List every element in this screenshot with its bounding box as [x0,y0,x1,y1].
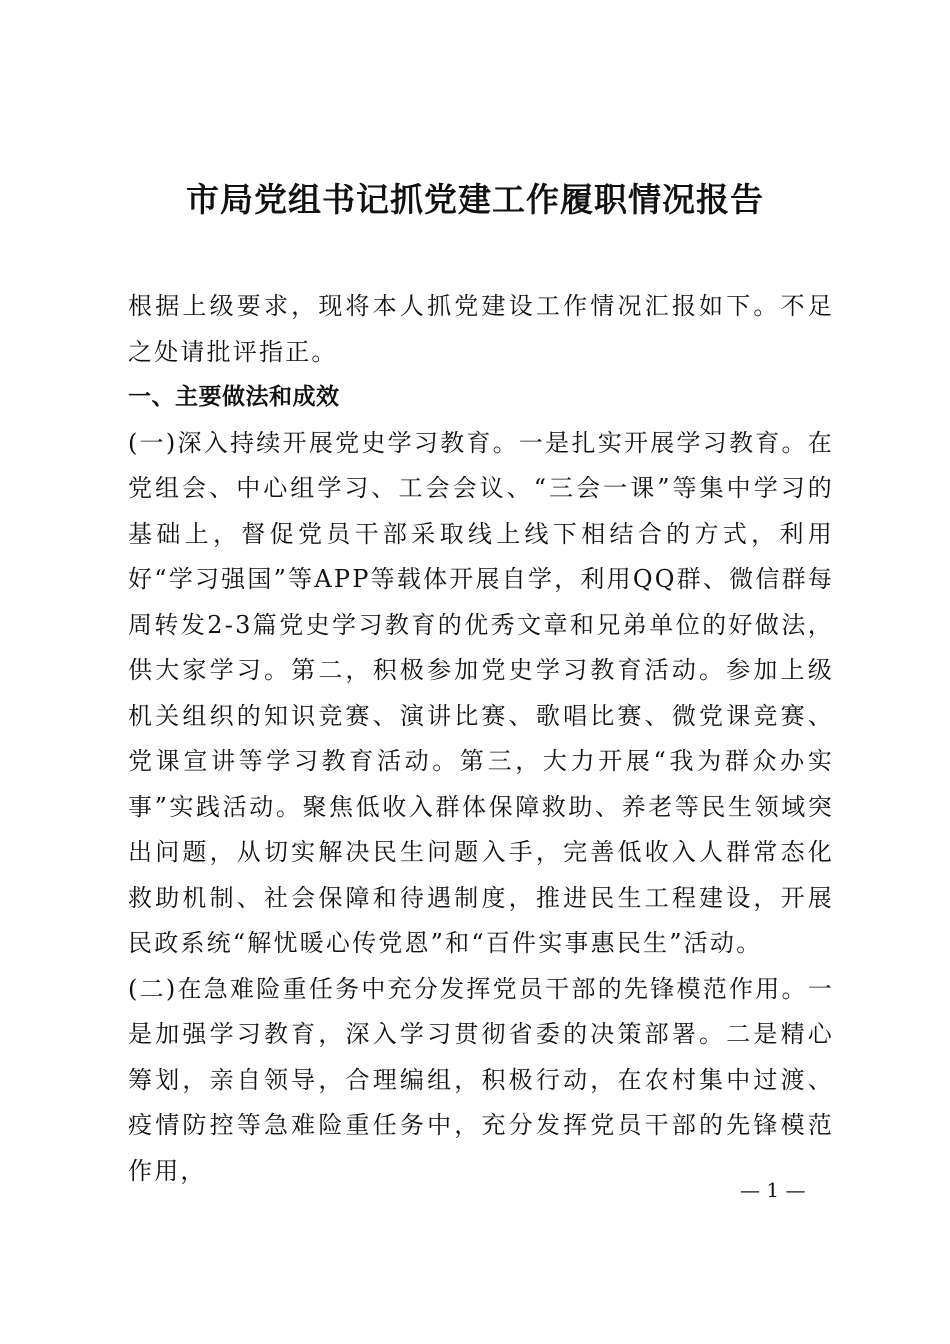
paragraph-2: (二)在急难险重任务中充分发挥党员干部的先锋模范作用。一是加强学习教育，深入学习贯彻省委的决策部署。二是精心筹划，亲自领导，合理编组，积极行动，在农村集中过渡、疫情防控等急难险重任务中，充分发挥党员干部的先锋模范作用， [128,974,834,1185]
intro-paragraph: 根据上级要求，现将本人抓党建设工作情况汇报如下。不足之处请批评指正。 [128,292,834,366]
document-body [128,284,834,1194]
page-number: — 1 — [740,1178,806,1202]
paragraph-1: (一)深入持续开展党史学习教育。一是扎实开展学习教育。在党组会、中心组学习、工会会议、“三会一课”等集中学习的基础上，督促党员干部采取线上线下相结合的方式，利用好“学习强国”等APP等载体开展自学，利用QQ群、微信群每周转发2-3篇党史学习教育的优秀文章和兄弟单位的好做法，供大家学习。第二，积极参加党史学习教育活动。参加上级机关组织的知识竞赛、演讲比赛、歌唱比赛、微党课竞赛、党课宣讲等学习教育活动。第三，大力开展“我为群众办实事”实践活动。聚焦低收入群体保障救助、养老等民生领域突出问题，从切实解决民生问题入手，完善低收入人群常态化救助机制、社会保障和待遇制度，推进民生工程建设，开展民政系统“解忧暖心传党恩”和“百件实事惠民生”活动。 [128,428,834,957]
document-title: 市局党组书记抓党建工作履职情况报告 [186,180,764,219]
section-heading: 一、主要做法和成效 [128,384,340,410]
